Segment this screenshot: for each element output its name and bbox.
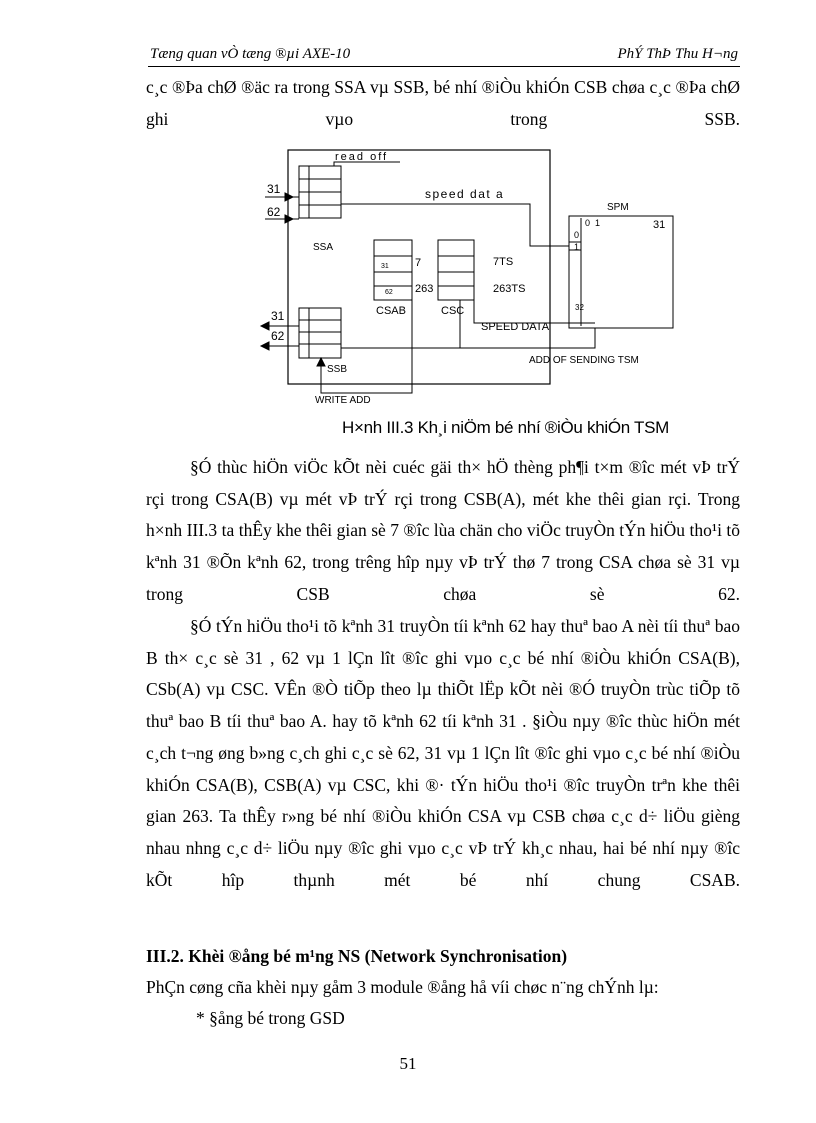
paragraph-intro: c¸c ®Þa chØ ®äc ra trong SSA vµ SSB, bé nhí ®iÒu khiÓn CSB chøa c¸c ®Þa chØ ghi vµo trong SSB. — [146, 77, 740, 129]
label-csc-263ts: 263TS — [493, 283, 526, 295]
label-csc: CSC — [441, 305, 465, 317]
label-csab-7: 7 — [415, 257, 422, 269]
label-write-add: WRITE ADD — [315, 395, 371, 406]
label-out-62: 62 — [271, 329, 285, 343]
tsm-control-memory-diagram — [255, 148, 710, 408]
label-add-of-sending: ADD OF SENDING TSM — [529, 355, 639, 366]
header-rule — [148, 66, 740, 67]
ssb-block — [299, 308, 341, 358]
label-ssa: SSA — [313, 242, 334, 253]
label-speed-data-caps: SPEED DATA — [481, 321, 550, 333]
label-csab: CSAB — [376, 305, 406, 317]
figure-caption: H×nh III.3 Kh¸i niÖm bé nhí ®iÒu khiÓn TSM — [342, 418, 670, 437]
label-in-31: 31 — [267, 182, 281, 196]
label-in-62: 62 — [267, 205, 281, 219]
label-csab-263: 263 — [415, 283, 434, 295]
csab-block — [374, 240, 412, 300]
label-csc-7ts: 7TS — [493, 256, 514, 268]
label-spm-32: 32 — [575, 303, 584, 312]
csc-block — [438, 240, 474, 300]
label-spm-row0: 0 — [574, 230, 580, 240]
paragraph-4: PhÇn cøng cña khèi nµy gåm 3 module ®ång hå víi chøc n¨ng chÝnh lµ: — [146, 977, 659, 997]
running-header-right: PhÝ ThÞ Thu H¬ng — [617, 46, 738, 62]
label-out-31: 31 — [271, 309, 285, 323]
bullet-item: * §ång bé trong GSD — [196, 1008, 345, 1028]
label-csab-62: 62 — [385, 289, 393, 296]
label-ssb: SSB — [327, 364, 348, 375]
label-spm: SPM — [607, 202, 629, 213]
running-header-left: Tæng quan vÒ tæng ®µi AXE-10 — [150, 46, 351, 62]
paragraph-2: §Ó thùc hiÖn viÖc kÕt nèi cuéc gäi th× hÖ thèng ph¶i t×m ®îc mét vÞ trÝ rçi trong CSA(B) vµ mét vÞ trÝ rçi trong CSB(A), mét khe thêi gian rçi. Trong h×nh III.3 ta thÊy khe thêi gian sè 7 ®îc lùa chän cho viÖc truyÒn tÝn hiÖu tho¹i tõ kªnh 31 ®Õn kªnh 62, trong trêng hîp nµy vÞ trÝ thø 7 trong CSA chøa sè 31 vµ trong CSB chøa sè 62. — [146, 457, 740, 604]
label-read-off: read off — [335, 151, 389, 163]
label-spm-col0: 0 — [585, 218, 591, 228]
label-spm-31: 31 — [653, 219, 666, 231]
label-speed-data: speed dat a — [425, 187, 505, 201]
spm-block — [569, 216, 673, 328]
section-heading: III.2. Khèi ®ång bé m¹ng NS (Network Synchronisation) — [146, 946, 568, 966]
paragraph-3: §Ó tÝn hiÖu tho¹i tõ kªnh 31 truyÒn tíi kªnh 62 hay thuª bao A nèi tíi thuª bao B th× c¸c sè 31 , 62 vµ 1 lÇn lît ®îc ghi vµo c¸c bé nhí ®iÒu khiÓn CSA(B), CSb(A) vµ CSC. VÊn ®Ò tiÕp theo lµ thiÕt lËp kÕt nèi ®Ó truyÒn trùc tiÕp tõ thuª bao B tíi thuª bao A. hay tõ kªnh 62 tíi kªnh 31 . §iÒu nµy ®îc thùc hiÖn mét c¸ch t¬ng øng b»ng c¸ch ghi c¸c sè 62, 31 vµ 1 lÇn lît ®îc ghi vµo c¸c bé nhí ®iÒu khiÓn CSA(B), CSB(A) vµ CSC, khi ®· tÝn hiÖu tho¹i ®îc truyÒn trªn khe thêi gian 263. Ta thÊy r»ng bé nhí ®iÒu khiÓn CSA vµ CSB chøa c¸c d÷ liÖu gièng nhau nhng c¸c d÷ liÖu nµy ®îc ghi vµo c¸c vÞ trÝ kh¸c nhau, hai bé nhí nµy ®îc kÕt hîp thµnh mét bé nhí chung CSAB. — [146, 616, 740, 890]
label-csab-31: 31 — [381, 263, 389, 270]
page-number: 51 — [399, 1054, 417, 1073]
label-spm-row1: 1 — [574, 242, 580, 252]
label-spm-col1: 1 — [595, 218, 601, 228]
